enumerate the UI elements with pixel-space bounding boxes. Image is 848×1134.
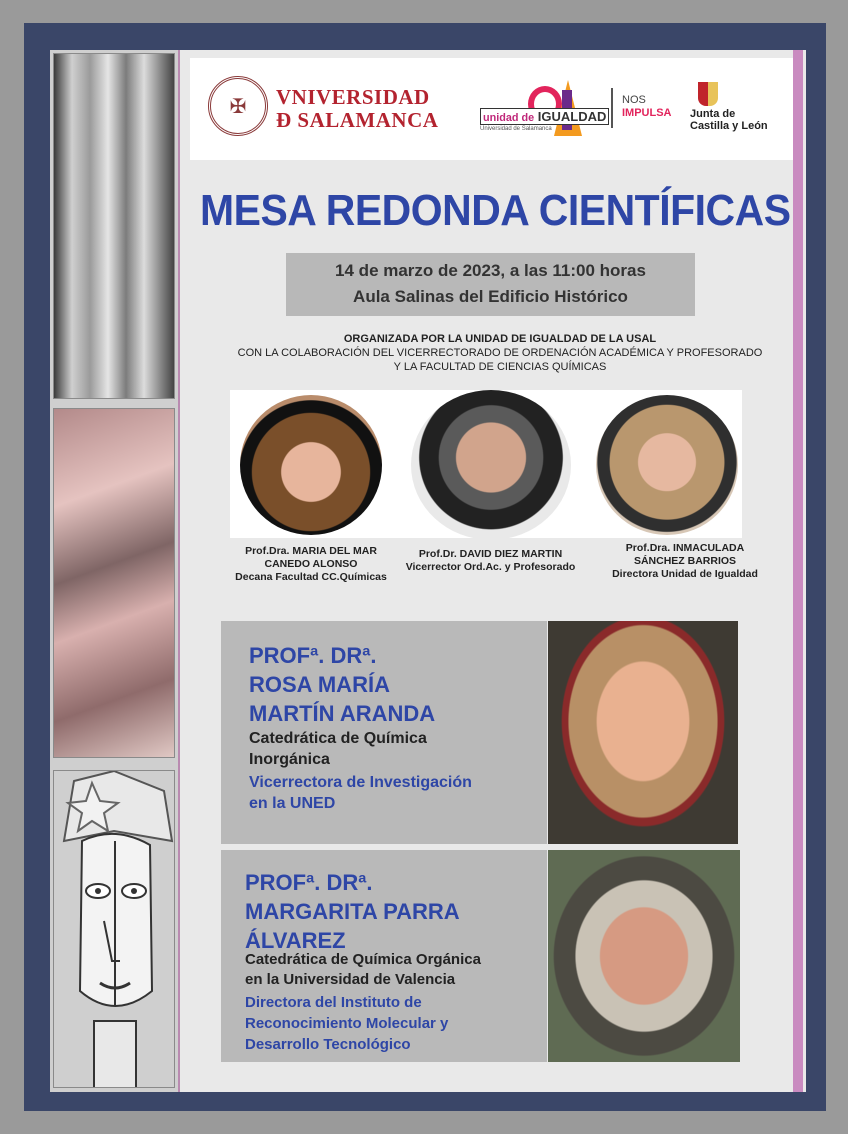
speaker-name-line: ÁLVAREZ <box>245 928 346 953</box>
igualdad-logo-text <box>480 108 609 125</box>
host-role: Decana Facultad CC.Químicas <box>235 571 387 583</box>
junta-shield-icon <box>698 82 718 106</box>
page-title: MESA REDONDA CIENTÍFICAS <box>200 186 791 235</box>
host-name: Prof.Dr. DAVID DIEZ MARTIN <box>418 548 563 560</box>
speaker-role-line: Catedrática de Química <box>249 730 427 747</box>
junta-line1: Junta de <box>690 108 736 120</box>
host-caption-3 <box>590 542 780 581</box>
speaker-name-line: MARTÍN ARANDA <box>249 701 436 726</box>
igualdad-subtitle: Universidad de Salamanca <box>480 126 552 132</box>
speaker-role-2 <box>245 950 545 990</box>
university-seal-icon: ✠ <box>208 76 268 136</box>
speaker-photo-2 <box>548 850 740 1062</box>
host-name: SÁNCHEZ BARRIOS <box>633 555 737 567</box>
host-role: Directora Unidad de Igualdad <box>612 568 758 580</box>
portrait-drawing-icon <box>54 771 175 1088</box>
logo-divider <box>611 88 613 128</box>
speaker-affiliation-2 <box>245 992 545 1055</box>
impulsa-text: IMPULSA <box>622 107 672 119</box>
speaker-role-line: Inorgánica <box>249 751 330 768</box>
speaker-affiliation-line: Desarrollo Tecnológico <box>245 1036 411 1053</box>
host-photo-1 <box>240 395 382 535</box>
logo-header <box>190 58 793 160</box>
organizer-line: ORGANIZADA POR LA UNIDAD DE IGUALDAD DE LA USAL <box>343 333 657 345</box>
art-strip <box>50 50 180 1092</box>
accent-bar <box>793 50 803 1092</box>
speaker-title: PROFª. DRª. <box>245 870 373 895</box>
speaker-affiliation-line: Reconocimiento Molecular y <box>245 1015 449 1032</box>
speaker-name-line: ROSA MARÍA <box>249 672 390 697</box>
host-photo-2 <box>411 390 571 540</box>
speaker-affiliation-line: Vicerrectora de Investigación <box>249 774 472 791</box>
event-info-box <box>286 253 695 316</box>
university-logo-line2: Ð SALAMANCA <box>276 108 439 132</box>
host-caption-2 <box>388 548 593 574</box>
speaker-role-line: Catedrática de Química Orgánica <box>245 951 481 968</box>
speaker-affiliation-line: Directora del Instituto de <box>245 994 422 1011</box>
junta-logo-text <box>690 108 790 132</box>
university-logo <box>276 86 438 132</box>
igualdad-name: IGUALDAD <box>537 109 607 124</box>
university-logo-line1: VNIVERSIDAD <box>276 85 430 109</box>
igualdad-logo <box>480 80 610 140</box>
speaker-affiliation-1 <box>249 772 529 814</box>
host-role: Vicerrector Ord.Ac. y Profesorado <box>405 561 576 573</box>
speaker-role-1 <box>249 728 529 770</box>
collaboration-line: CON LA COLABORACIÓN DEL VICERRECTORADO DE ORDENACIÓN ACADÉMICA Y PROFESORADO <box>237 347 763 359</box>
speaker-name-2 <box>245 868 460 955</box>
artwork-botticelli-image <box>53 53 175 399</box>
host-name: Prof.Dra. MARIA DEL MAR <box>245 545 377 557</box>
host-name: Prof.Dra. INMACULADA <box>625 542 745 554</box>
artwork-picasso-portrait-image <box>53 770 175 1088</box>
host-name: CANEDO ALONSO <box>264 558 358 570</box>
faculty-line: Y LA FACULTAD DE CIENCIAS QUÍMICAS <box>393 361 607 373</box>
nos-impulsa-logo <box>622 94 672 120</box>
artwork-picasso-demoiselles-image <box>53 408 175 758</box>
speaker-photo-1 <box>548 621 738 844</box>
host-caption-1 <box>216 545 406 584</box>
organization-info <box>190 332 810 374</box>
speaker-role-line: en la Universidad de Valencia <box>245 971 456 988</box>
nos-text: NOS <box>622 94 646 106</box>
speaker-affiliation-line: en la UNED <box>249 795 336 812</box>
speaker-name-1 <box>249 641 435 728</box>
junta-line2: Castilla y León <box>690 120 768 132</box>
event-place: Aula Salinas del Edificio Histórico <box>353 287 628 306</box>
speaker-name-line: MARGARITA PARRA <box>245 899 460 924</box>
event-date: 14 de marzo de 2023, a las 11:00 horas <box>335 261 646 280</box>
host-photo-3 <box>596 395 738 535</box>
speaker-title: PROFª. DRª. <box>249 643 377 668</box>
igualdad-prefix: unidad de <box>483 112 535 124</box>
